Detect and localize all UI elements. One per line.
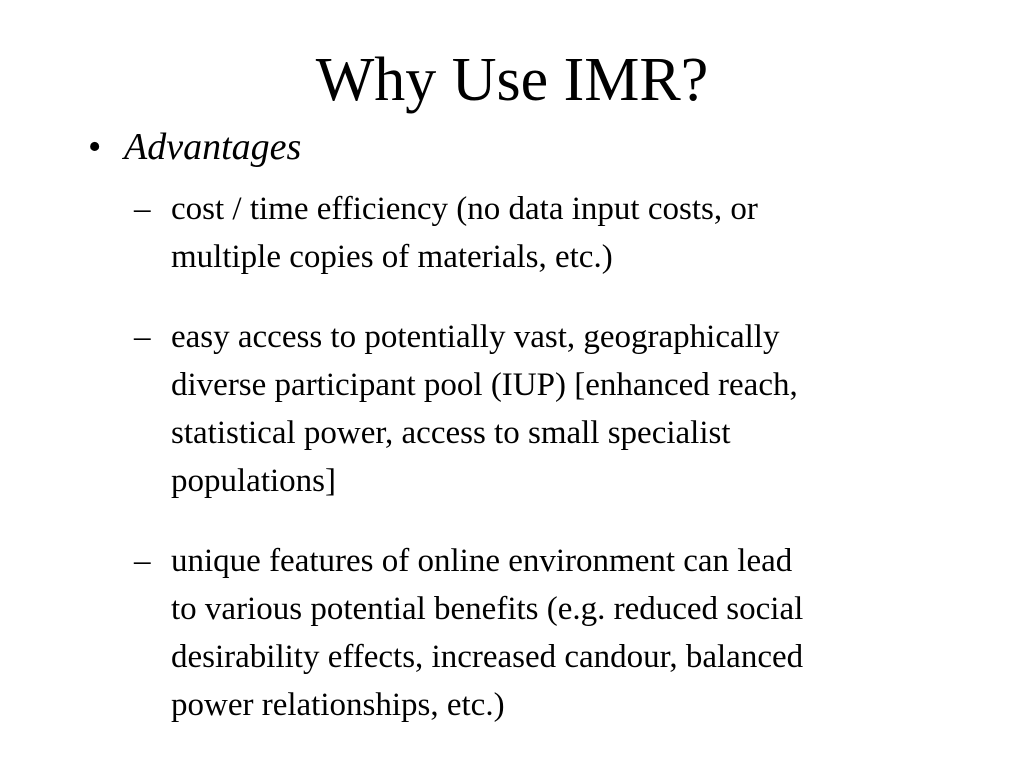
dash-marker: – bbox=[134, 543, 151, 579]
bullet-text: Advantages bbox=[124, 126, 302, 168]
text-line: easy access to potentially vast, geographically bbox=[171, 319, 780, 355]
text-line: desirability effects, increased candour, balanced bbox=[171, 639, 804, 675]
text-line: to various potential benefits (e.g. reduced social bbox=[171, 591, 804, 627]
dash-marker: – bbox=[134, 319, 151, 355]
sub-item-text bbox=[171, 313, 954, 505]
text-line: cost / time efficiency (no data input costs, or bbox=[171, 191, 758, 227]
text-line: diverse participant pool (IUP) [enhanced reach, bbox=[171, 367, 798, 403]
text-line: unique features of online environment can lead bbox=[171, 543, 793, 579]
slide-title: Why Use IMR? bbox=[315, 46, 709, 114]
bullet-marker: • bbox=[88, 126, 102, 168]
dash-marker: – bbox=[134, 191, 151, 227]
sub-item-text bbox=[171, 537, 954, 729]
text-line: power relationships, etc.) bbox=[171, 687, 505, 723]
sub-item-unique-features bbox=[134, 537, 954, 729]
text-line: multiple copies of materials, etc.) bbox=[171, 239, 613, 275]
sub-item-cost-efficiency bbox=[134, 185, 954, 281]
sub-item-easy-access bbox=[134, 313, 954, 505]
text-line: statistical power, access to small specialist bbox=[171, 415, 731, 451]
sub-item-text bbox=[171, 185, 954, 281]
bullet-item-advantages bbox=[88, 124, 301, 170]
text-line: populations] bbox=[171, 463, 336, 499]
